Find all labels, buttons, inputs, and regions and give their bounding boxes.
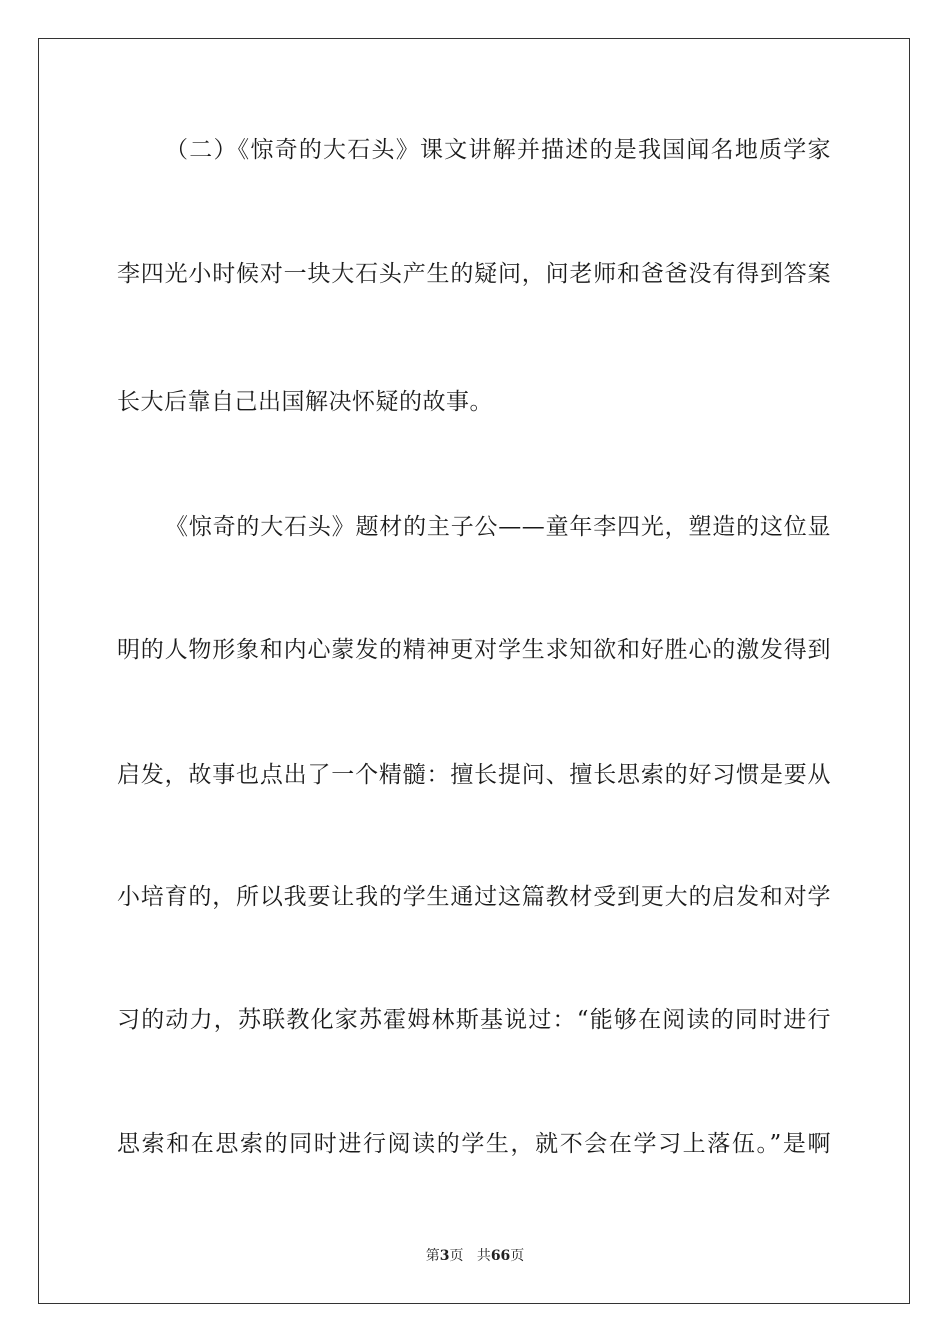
total-suffix: 页: [510, 1248, 525, 1264]
page-prefix: 第: [425, 1248, 440, 1264]
text-line-1: （二）《惊奇的大石头》课文讲解并描述的是我国闻名地质学家: [165, 137, 831, 163]
text-line-3: 长大后靠自己出国解决怀疑的故事。: [117, 389, 493, 415]
text-line-8: 习的动力，苏联教化家苏霍姆林斯基说过：“能够在阅读的同时进行: [117, 1007, 831, 1033]
text-line-5: 明的人物形象和内心蒙发的精神更对学生求知欲和好胜心的激发得到: [117, 637, 831, 663]
text-line-2: 李四光小时候对一块大石头产生的疑问，问老师和爸爸没有得到答案: [117, 261, 831, 287]
page-frame: [38, 38, 910, 1304]
total-prefix: 共: [476, 1248, 491, 1264]
page-number: 3: [439, 1248, 450, 1264]
page-suffix: 页: [449, 1248, 464, 1264]
text-line-4: 《惊奇的大石头》题材的主子公——童年李四光，塑造的这位显: [165, 514, 831, 540]
total-pages: 66: [490, 1248, 511, 1264]
text-line-9: 思索和在思索的同时进行阅读的学生，就不会在学习上落伍。”是啊: [117, 1131, 831, 1157]
text-line-7: 小培育的，所以我要让我的学生通过这篇教材受到更大的启发和对学: [117, 884, 831, 910]
page-footer: [0, 1245, 950, 1265]
text-line-6: 启发，故事也点出了一个精髓：擅长提问、擅长思索的好习惯是要从: [117, 762, 831, 788]
